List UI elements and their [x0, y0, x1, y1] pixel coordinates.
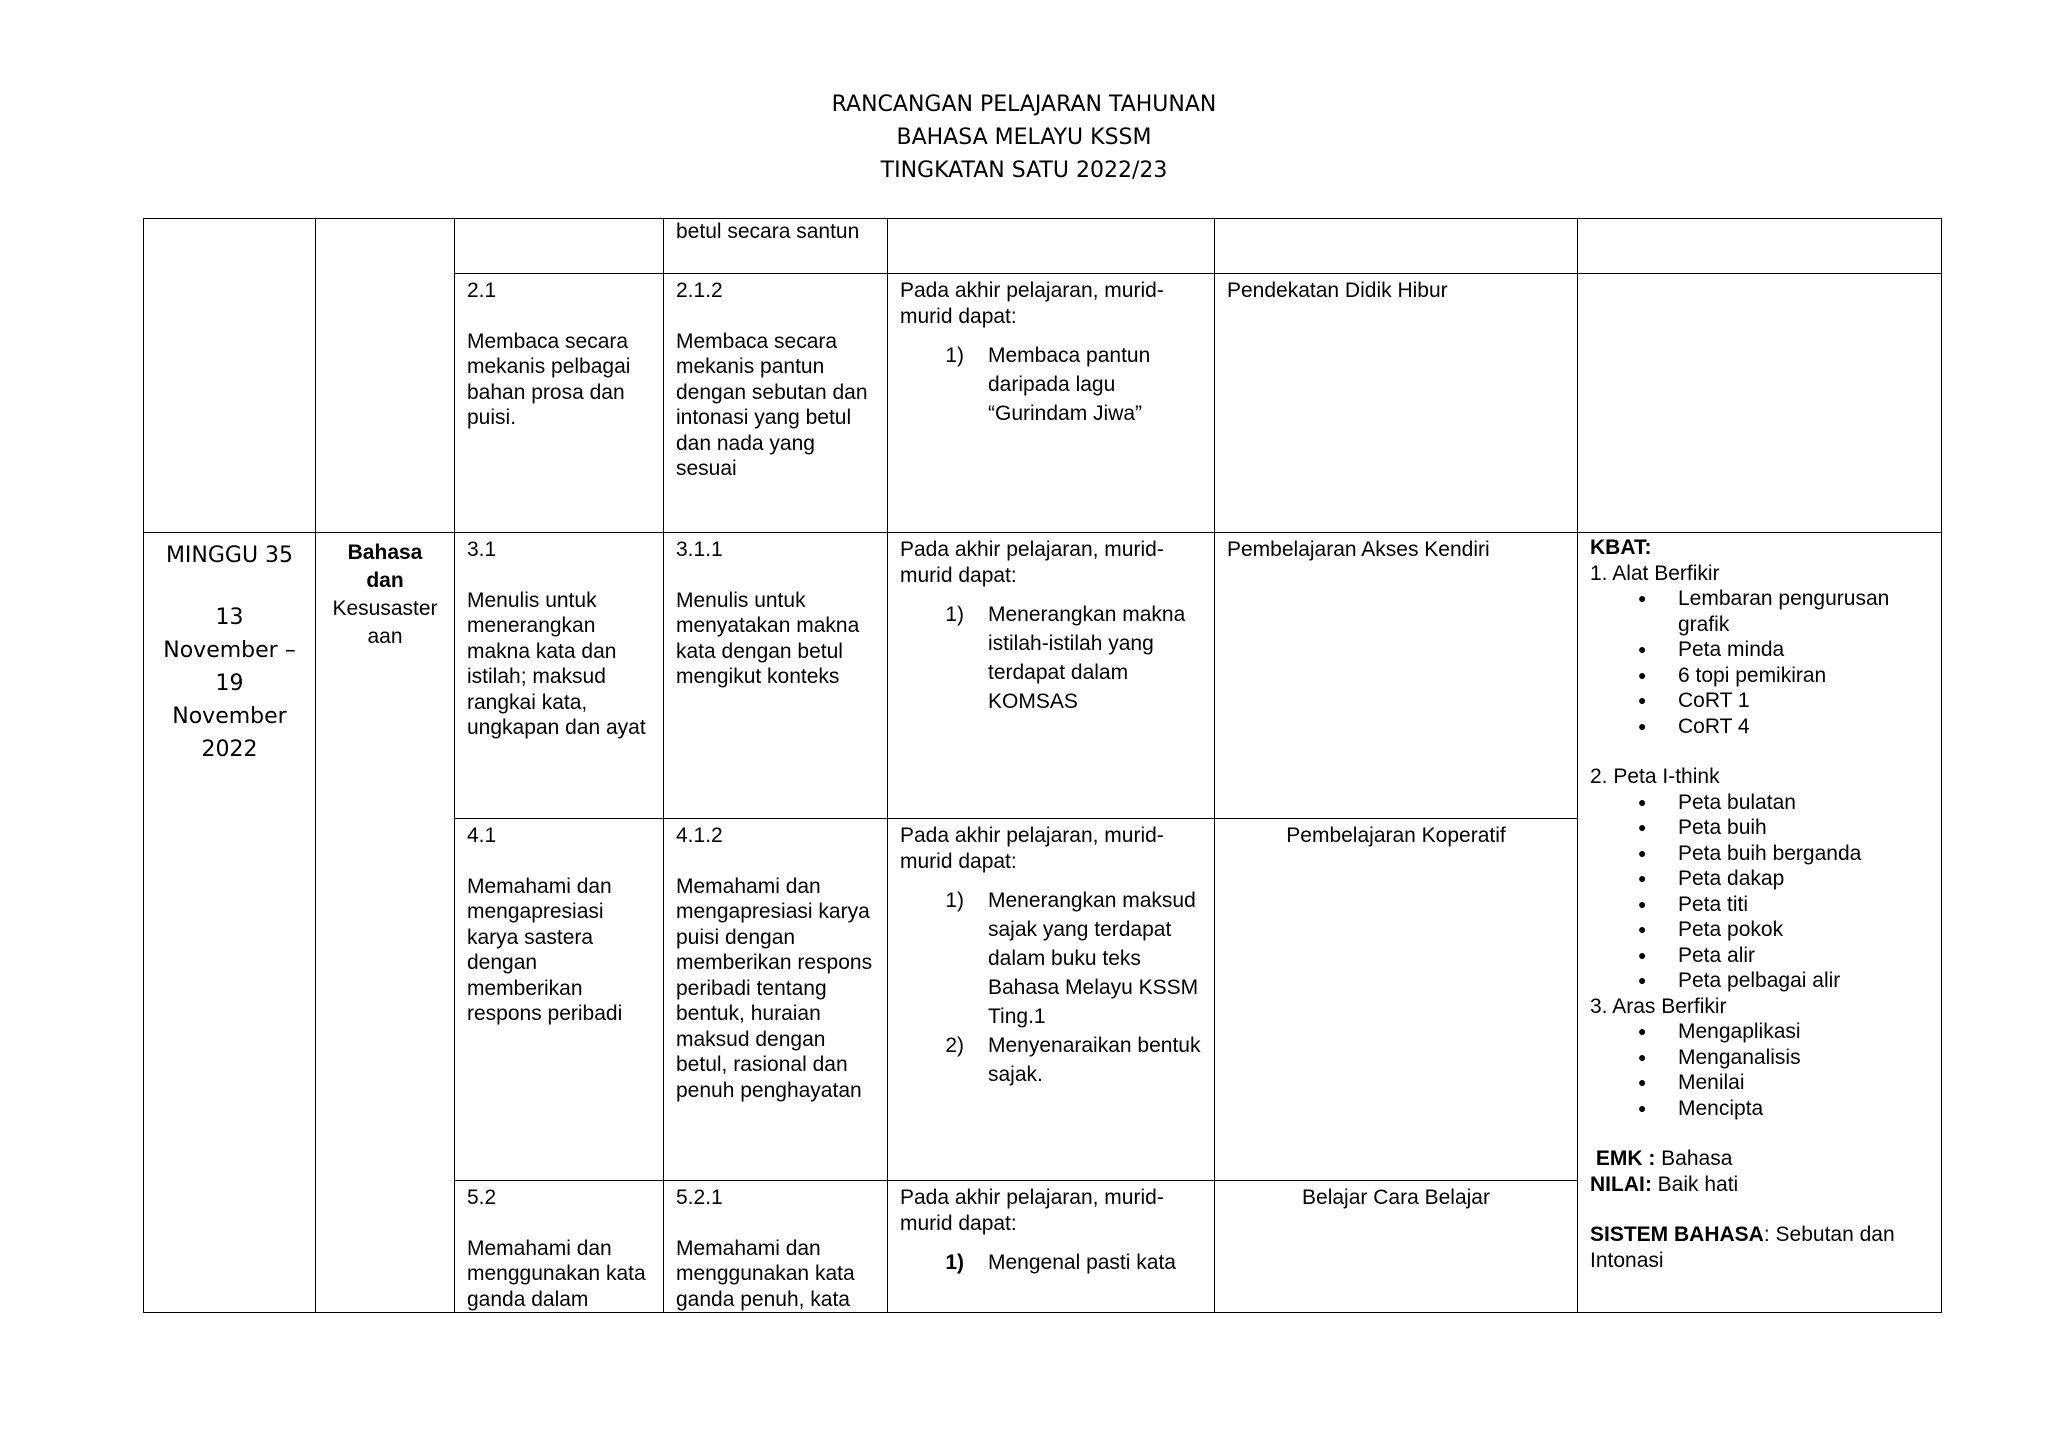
standard-content-cell — [455, 274, 664, 533]
ss-code: 3.1 — [467, 538, 497, 561]
bullet-icon: ● — [1638, 717, 1647, 734]
standard-content-cell — [455, 533, 664, 819]
objective-list — [900, 341, 1202, 428]
objective-text: Mengenal pasti kata — [988, 1251, 1176, 1274]
objective-text: Menyenaraikan bentuk sajak. — [988, 1034, 1201, 1086]
ss-text: Memahami dan mengapresiasi karya sastera dengan memberikan respons peribadi — [467, 874, 623, 1025]
list-item — [900, 886, 1202, 1031]
sp-text: Memahami dan mengapresiasi karya puisi dengan memberikan respons — [676, 874, 873, 974]
list-item — [1638, 688, 1929, 714]
objective-cell — [888, 1181, 1215, 1313]
ss-code: 5.2 — [467, 1186, 497, 1209]
emk-label: EMK : — [1595, 1147, 1656, 1170]
bullet-icon: ● — [1638, 819, 1647, 835]
theme-bold-2: dan — [366, 569, 404, 592]
standard-learning-cell — [664, 819, 888, 1181]
list-item-text: Peta minda — [1678, 638, 1785, 661]
bullet-icon: ● — [1638, 870, 1647, 886]
objective-cell — [888, 274, 1215, 533]
standard-learning-cell — [664, 274, 888, 533]
list-item — [1638, 892, 1929, 918]
objective-number: 1) — [945, 889, 964, 912]
list-item-text: Peta buih — [1678, 816, 1767, 839]
standard-content-cell — [455, 819, 664, 1181]
bullet-icon: ● — [1638, 844, 1647, 861]
bullet-icon: ● — [1638, 1048, 1647, 1065]
kbat-section-2: 2. Peta I-think — [1590, 765, 1720, 788]
approach-cell — [1215, 819, 1578, 1181]
list-item-text: Peta titi — [1678, 892, 1749, 916]
bullet-icon: ● — [1638, 921, 1647, 937]
bullet-icon: ● — [1638, 590, 1647, 606]
objective-intro: Pada akhir pelajaran, murid-murid dapat: — [900, 824, 1164, 873]
week-start-month: November – — [163, 638, 296, 663]
sp-text-continued: peribadi tentang bentuk, huraian maksud dengan betul, rasional dan penuh penghayatan — [676, 976, 862, 1102]
emk-value: Bahasa — [1655, 1147, 1733, 1170]
standard-learning-cell — [664, 1181, 888, 1313]
approach-text: Pembelajaran Akses Kendiri — [1227, 538, 1490, 561]
table-row — [144, 533, 1942, 819]
list-item-text: Peta pelbagai alir — [1678, 969, 1841, 992]
sp-text: Menulis untuk menyatakan makna kata dengan betul mengikut konteks — [676, 588, 860, 688]
bullet-icon: ● — [1638, 641, 1647, 657]
list-item-text: Peta dakap — [1678, 867, 1785, 890]
list-item-text: CoRT 4 — [1678, 714, 1750, 738]
list-item-text: Menilai — [1678, 1071, 1745, 1094]
objective-number: 1) — [945, 344, 964, 367]
approach-text: Belajar Cara Belajar — [1302, 1186, 1490, 1209]
list-item — [1638, 943, 1929, 969]
objective-cell — [888, 819, 1215, 1181]
week-end-day: 19 — [215, 671, 244, 696]
list-item — [1638, 866, 1929, 892]
list-item — [1638, 586, 1929, 637]
list-item — [1638, 663, 1929, 689]
list-item — [900, 600, 1202, 716]
bullet-icon: ● — [1638, 1074, 1647, 1090]
kbat-list-2 — [1590, 790, 1929, 994]
standard-learning-cell — [664, 219, 888, 274]
bullet-icon: ● — [1638, 946, 1647, 963]
list-item — [1638, 714, 1929, 740]
bullet-icon: ● — [1638, 666, 1647, 683]
sp-text: Membaca secara mekanis pantun dengan sebutan dan intonasi yang betul dan nada yang sesuai — [676, 329, 868, 480]
objective-text: Membaca pantun daripada lagu “Gurindam Jiwa” — [988, 344, 1151, 425]
standard-content-cell — [455, 219, 664, 274]
list-item — [900, 341, 1202, 428]
bullet-icon: ● — [1638, 1023, 1647, 1039]
header-level: TINGKATAN SATU 2022/23 — [880, 158, 1168, 183]
list-item-text: 6 topi pemikiran — [1678, 663, 1827, 687]
list-item — [900, 1031, 1202, 1089]
theme-cell — [316, 533, 455, 1313]
theme-rest-2: aan — [367, 625, 403, 648]
ss-code: 4.1 — [467, 824, 497, 847]
objective-intro: Pada akhir pelajaran, murid-murid dapat: — [900, 1186, 1164, 1235]
list-item-text: Peta alir — [1678, 943, 1756, 967]
bullet-icon: ● — [1638, 972, 1647, 988]
standard-learning-cell — [664, 533, 888, 819]
standard-content-cell — [455, 1181, 664, 1313]
sp-code: 2.1.2 — [676, 279, 723, 302]
ss-text: Menulis untuk menerangkan makna kata dan istilah; maksud rangkai kata, ungkapan dan ayat — [467, 588, 646, 739]
list-item — [1638, 1045, 1929, 1071]
kbat-title: KBAT: — [1590, 536, 1652, 559]
objective-number: 1) — [945, 603, 964, 626]
list-item-text: Peta pokok — [1678, 918, 1784, 941]
week-start-day: 13 — [215, 605, 244, 630]
list-item — [1638, 1096, 1929, 1122]
list-item — [1638, 790, 1929, 816]
list-item — [1638, 841, 1929, 867]
week-year: 2022 — [201, 737, 258, 762]
ss-code: 2.1 — [467, 279, 497, 302]
header-subject: BAHASA MELAYU KSSM — [896, 125, 1152, 150]
kbat-section-3: 3. Aras Berfikir — [1590, 994, 1727, 1018]
objective-text: Menerangkan makna istilah-istilah yang terdapat dalam KOMSAS — [988, 603, 1186, 713]
list-item-text: Menganalisis — [1678, 1045, 1801, 1069]
approach-text: Pendekatan Didik Hibur — [1227, 279, 1448, 302]
notes-cell — [1578, 274, 1942, 533]
sistem-bahasa-label: SISTEM BAHASA — [1590, 1223, 1764, 1246]
objective-cell — [888, 533, 1215, 819]
approach-cell — [1215, 1181, 1578, 1313]
kbat-list-3 — [1590, 1019, 1929, 1121]
bullet-icon: ● — [1638, 895, 1647, 912]
ss-text: Memahami dan menggunakan kata ganda dalam — [467, 1236, 646, 1311]
header-title: RANCANGAN PELAJARAN TAHUNAN — [831, 92, 1217, 117]
objective-list — [900, 600, 1202, 716]
theme-cell-empty — [316, 219, 455, 533]
bullet-icon: ● — [1638, 793, 1647, 810]
bullet-icon: ● — [1638, 692, 1647, 708]
ss-text: Membaca secara mekanis pelbagai bahan prosa dan puisi. — [467, 329, 631, 429]
list-item-text: Peta buih berganda — [1678, 841, 1862, 865]
week-cell-empty — [144, 219, 316, 533]
approach-cell — [1215, 219, 1578, 274]
approach-cell — [1215, 274, 1578, 533]
sp-code: 3.1.1 — [676, 538, 723, 561]
approach-text: Pembelajaran Koperatif — [1286, 824, 1506, 847]
kbat-cell — [1578, 533, 1942, 1313]
objective-text: Menerangkan maksud sajak yang terdapat dalam buku teks Bahasa Melayu KSSM Ting.1 — [988, 889, 1199, 1028]
list-item-text: Peta bulatan — [1678, 790, 1796, 814]
list-item — [1638, 917, 1929, 943]
document-header — [0, 88, 2048, 187]
theme-rest-1: Kesusaster — [332, 597, 438, 620]
week-label: MINGGU 35 — [165, 543, 294, 568]
week-end-month: November — [172, 704, 287, 729]
list-item-text: Mencipta — [1678, 1096, 1764, 1120]
objective-list — [900, 886, 1202, 1089]
sistem-bahasa-value: : Sebutan dan Intonasi — [1590, 1223, 1895, 1272]
objective-number: 2) — [945, 1034, 964, 1057]
nilai-value: Baik hati — [1651, 1172, 1739, 1196]
list-item — [1638, 815, 1929, 841]
objective-cell — [888, 219, 1215, 274]
list-item — [1638, 1019, 1929, 1045]
sp-code: 5.2.1 — [676, 1186, 723, 1209]
sp-code: 4.1.2 — [676, 824, 723, 847]
approach-cell — [1215, 533, 1578, 819]
nilai-label: NILAI: — [1590, 1172, 1652, 1196]
list-item — [900, 1248, 1202, 1277]
list-item-text: CoRT 1 — [1678, 689, 1750, 712]
list-item-text: Mengaplikasi — [1678, 1020, 1801, 1043]
bullet-icon: ● — [1638, 1099, 1647, 1116]
list-item-text: Lembaran pengurusan grafik — [1678, 587, 1890, 636]
list-item — [1638, 637, 1929, 663]
week-cell — [144, 533, 316, 1313]
kbat-list-1 — [1590, 586, 1929, 739]
table-row — [144, 219, 1942, 274]
objective-number: 1) — [945, 1251, 964, 1274]
notes-cell — [1578, 219, 1942, 274]
lesson-plan-table — [143, 218, 1942, 1313]
list-item — [1638, 1070, 1929, 1096]
objective-list — [900, 1248, 1202, 1277]
list-item — [1638, 968, 1929, 994]
sp-text: betul secara santun — [676, 220, 860, 243]
theme-bold-1: Bahasa — [347, 541, 423, 564]
objective-intro: Pada akhir pelajaran, murid-murid dapat: — [900, 279, 1164, 328]
sp-text: Memahami dan menggunakan kata ganda penuh, kata — [676, 1236, 855, 1311]
kbat-section-1: 1. Alat Berfikir — [1590, 561, 1720, 585]
objective-intro: Pada akhir pelajaran, murid-murid dapat: — [900, 538, 1164, 587]
